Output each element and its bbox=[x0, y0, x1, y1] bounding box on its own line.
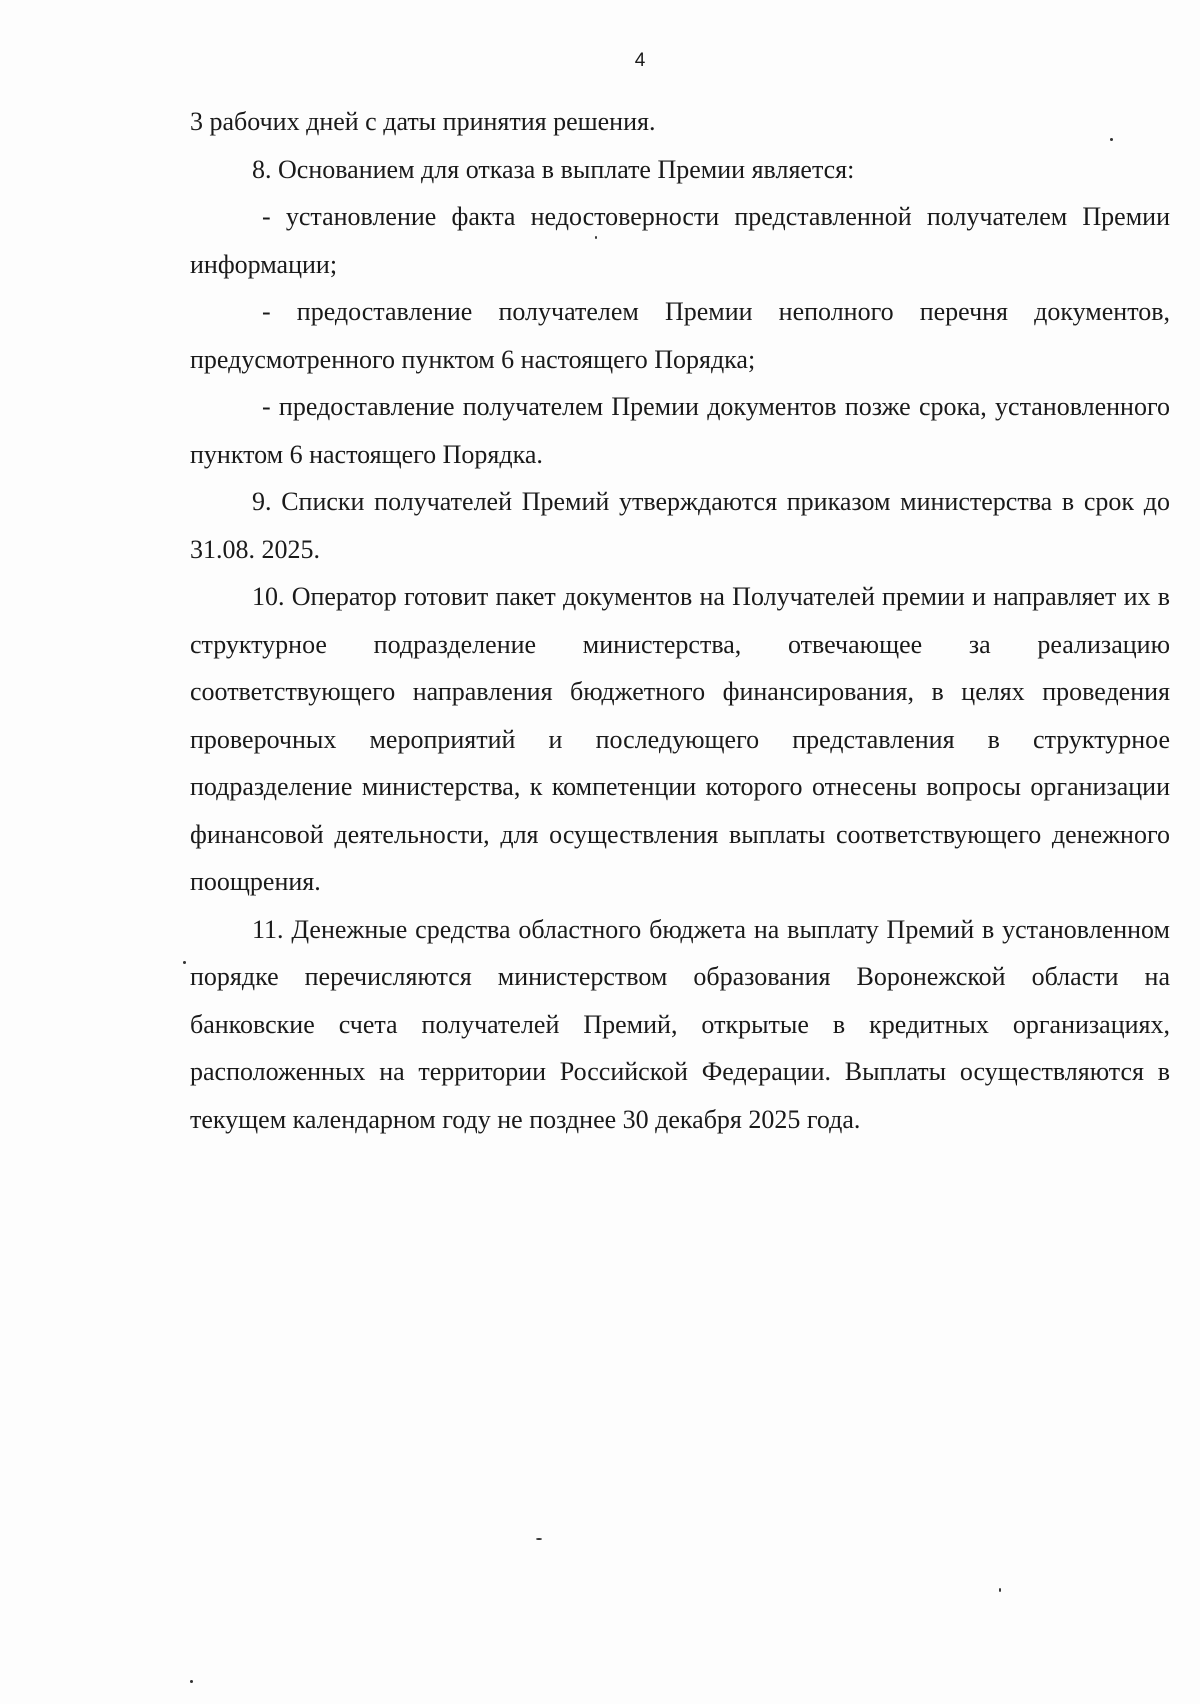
paragraph-item-8: 8. Основанием для отказа в выплате Премии является: bbox=[252, 154, 855, 184]
scan-speck bbox=[595, 236, 597, 239]
paragraph-refusal-reason-1: - установление факта недостоверности представленной получателем Премии информации; bbox=[190, 202, 1170, 279]
scan-speck bbox=[1110, 138, 1113, 141]
scan-speck bbox=[999, 1588, 1001, 1592]
scan-speck bbox=[190, 1680, 193, 1683]
paragraph-continuation: 3 рабочих дней с даты принятия решения. bbox=[190, 107, 656, 136]
scan-speck bbox=[536, 1538, 542, 1540]
paragraph-item-11: 11. Денежные средства областного бюджета на выплату Премий в установленном порядке перечисляются министерством образования Воронежской области на банковские счета получателей Премий, открытые в кредитных организациях, расположенных на территории Российской Федерации. Выплаты осуществляются в текущем календарном году не позднее 30 декабря 2025 года. bbox=[190, 914, 1170, 1134]
paragraph-refusal-reason-3: - предоставление получателем Премии документов позже срока, установленного пунктом 6 настоящего Порядка. bbox=[190, 392, 1170, 469]
document-body bbox=[190, 98, 1170, 1143]
paragraph-refusal-reason-2: - предоставление получателем Премии неполного перечня документов, предусмотренного пунктом 6 настоящего Порядка; bbox=[190, 297, 1170, 374]
paragraph-item-10: 10. Оператор готовит пакет документов на Получателей премии и направляет их в структурное подразделение министерства, отвечающее за реализацию соответствующего направления бюджетного финансирования, в целях проведения проверочных мероприятий и последующего представления в структурное подразделение министерства, к компетенции которого отнесены вопросы организации финансовой деятельности, для осуществления выплаты соответствующего денежного поощрения. bbox=[190, 582, 1170, 896]
scan-speck bbox=[183, 961, 186, 964]
page-number: 4 bbox=[634, 50, 646, 71]
paragraph-item-9: 9. Списки получателей Премий утверждаются приказом министерства в срок до 31.08. 2025. bbox=[190, 487, 1170, 564]
